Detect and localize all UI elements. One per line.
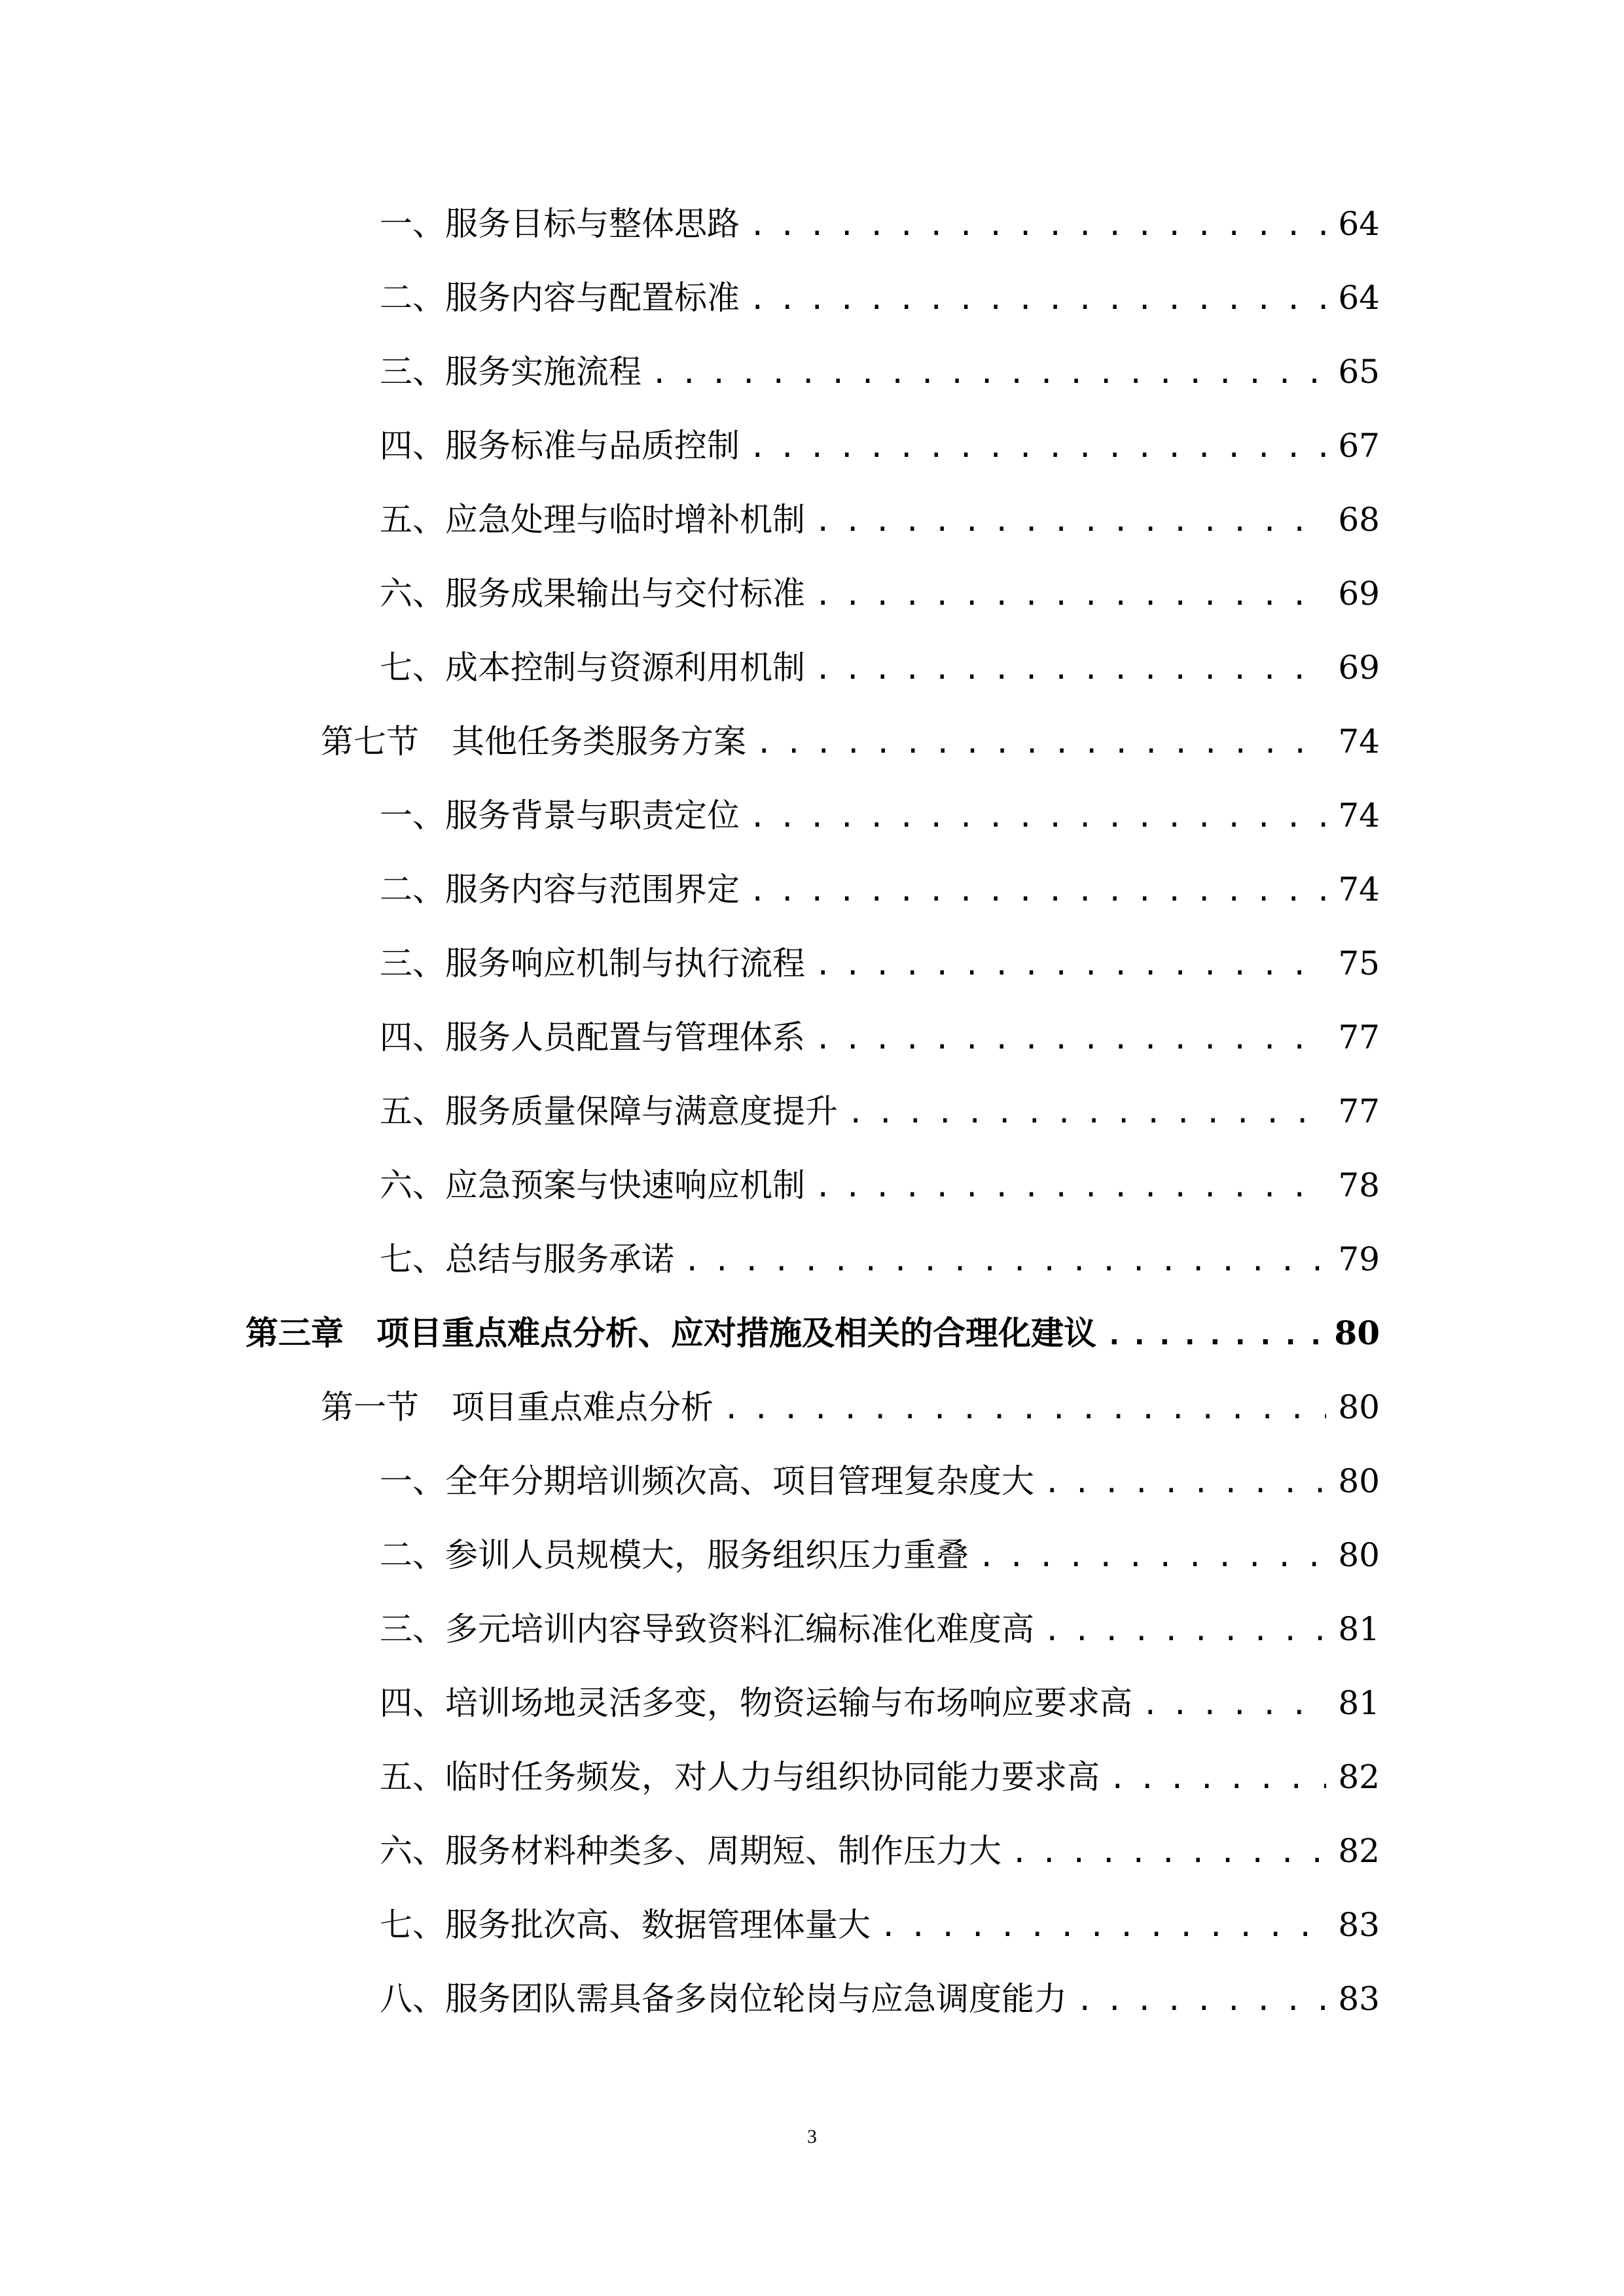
toc-leader-dots xyxy=(814,1161,1326,1213)
toc-entry-title: 三、服务实施流程 xyxy=(380,353,641,391)
toc-leader-dots xyxy=(723,1383,1326,1435)
toc-leader-dots xyxy=(749,791,1326,844)
toc-entry-page: 69 xyxy=(1338,649,1380,687)
toc-entry-page: 83 xyxy=(1338,1906,1380,1944)
toc-entry-page: 74 xyxy=(1338,723,1380,761)
toc-leader-dots xyxy=(749,422,1326,474)
toc-entry[interactable] xyxy=(380,641,1380,694)
toc-entry[interactable] xyxy=(380,863,1380,916)
toc-entry-title: 七、总结与服务承诺 xyxy=(380,1240,674,1278)
toc-entry[interactable] xyxy=(380,1899,1380,1951)
toc-entry-title: 三、服务响应机制与执行流程 xyxy=(380,944,805,982)
toc-leader-dots xyxy=(651,348,1326,400)
toc-leader-dots xyxy=(814,643,1326,696)
toc-entry[interactable] xyxy=(380,937,1380,990)
toc-entry-title: 四、服务人员配置与管理体系 xyxy=(380,1018,805,1056)
toc-entry[interactable] xyxy=(380,493,1380,546)
toc-entry-page: 69 xyxy=(1338,575,1380,613)
toc-leader-dots xyxy=(755,717,1326,770)
toc-entry-title: 第三章 项目重点难点分析、应对措施及相关的合理化建议 xyxy=(245,1314,1096,1352)
toc-entry-title: 八、服务团队需具备多岗位轮岗与应急调度能力 xyxy=(380,1980,1067,2018)
toc-entry-title: 四、培训场地灵活多变，物资运输与布场响应要求高 xyxy=(380,1684,1132,1722)
toc-entry[interactable] xyxy=(380,420,1380,472)
toc-entry[interactable] xyxy=(380,1973,1380,2025)
toc-entry-page: 74 xyxy=(1338,797,1380,834)
toc-entry-title: 五、应急处理与临时增补机制 xyxy=(380,501,805,539)
toc-leader-dots xyxy=(1106,1309,1322,1361)
toc-leader-dots xyxy=(749,200,1326,252)
toc-entry-page: 82 xyxy=(1338,1832,1380,1870)
toc-entry[interactable] xyxy=(380,1011,1380,1064)
toc-entry-page: 79 xyxy=(1338,1240,1380,1278)
toc-entry-page: 65 xyxy=(1338,353,1380,391)
toc-leader-dots xyxy=(978,1531,1326,1583)
toc-entry-title: 四、服务标准与品质控制 xyxy=(380,427,740,465)
toc-entry-title: 二、服务内容与配置标准 xyxy=(380,279,740,317)
toc-entry[interactable] xyxy=(380,346,1380,398)
toc-leader-dots xyxy=(1011,1827,1326,1879)
toc-entry[interactable] xyxy=(380,789,1380,842)
toc-leader-dots xyxy=(814,1013,1326,1066)
toc-leader-dots xyxy=(1043,1605,1326,1657)
toc-entry-page: 64 xyxy=(1338,205,1380,243)
toc-entry-title: 一、服务目标与整体思路 xyxy=(380,205,740,243)
toc-entry-page: 80 xyxy=(1334,1314,1380,1352)
toc-entry-title: 五、临时任务频发，对人力与组织协同能力要求高 xyxy=(380,1758,1100,1796)
toc-entry[interactable] xyxy=(380,1159,1380,1211)
toc-entry[interactable] xyxy=(380,1603,1380,1655)
toc-leader-dots xyxy=(814,569,1326,622)
toc-entry-page: 80 xyxy=(1338,1388,1380,1426)
toc-entry-title: 六、服务材料种类多、周期短、制作压力大 xyxy=(380,1832,1001,1870)
toc-entry[interactable] xyxy=(380,1455,1380,1507)
toc-entry-page: 82 xyxy=(1338,1758,1380,1796)
toc-entry-title: 第一节 项目重点难点分析 xyxy=(321,1388,713,1426)
toc-entry-page: 77 xyxy=(1338,1092,1380,1130)
toc-entry-title: 六、应急预案与快速响应机制 xyxy=(380,1166,805,1204)
toc-entry-title: 一、全年分期培训频次高、项目管理复杂度大 xyxy=(380,1462,1034,1500)
toc-entry-page: 68 xyxy=(1338,501,1380,539)
toc-leader-dots xyxy=(1109,1753,1326,1805)
toc-entry[interactable] xyxy=(380,1825,1380,1877)
toc-entry[interactable] xyxy=(380,1529,1380,1581)
toc-entry-page: 77 xyxy=(1338,1018,1380,1056)
toc-leader-dots xyxy=(749,274,1326,326)
toc-leader-dots xyxy=(749,865,1326,918)
toc-entry-title: 第七节 其他任务类服务方案 xyxy=(321,723,746,761)
toc-entry-title: 二、服务内容与范围界定 xyxy=(380,870,740,908)
toc-entry-title: 二、参训人员规模大，服务组织压力重叠 xyxy=(380,1536,969,1574)
toc-entry[interactable] xyxy=(380,198,1380,250)
toc-entry-chapter[interactable] xyxy=(245,1307,1380,1359)
toc-leader-dots xyxy=(814,495,1326,548)
toc-leader-dots xyxy=(1043,1457,1326,1509)
toc-leader-dots xyxy=(683,1235,1326,1287)
toc-entry-title: 一、服务背景与职责定位 xyxy=(380,797,740,834)
toc-entry[interactable] xyxy=(380,1751,1380,1803)
page-number: 3 xyxy=(807,2126,817,2147)
toc-entry[interactable] xyxy=(380,567,1380,620)
toc-entry[interactable] xyxy=(380,1085,1380,1138)
toc-entry-section[interactable] xyxy=(321,1381,1380,1433)
toc-entry-title: 七、成本控制与资源利用机制 xyxy=(380,649,805,687)
toc-entry[interactable] xyxy=(380,1677,1380,1729)
toc-leader-dots xyxy=(1142,1679,1326,1731)
toc-entry-page: 67 xyxy=(1338,427,1380,465)
toc-entry[interactable] xyxy=(380,1233,1380,1285)
toc-entry-section[interactable] xyxy=(321,715,1380,768)
toc-entry-page: 80 xyxy=(1338,1536,1380,1574)
toc-entry-title: 三、多元培训内容导致资料汇编标准化难度高 xyxy=(380,1610,1034,1648)
toc-entry-page: 74 xyxy=(1338,870,1380,908)
toc-leader-dots xyxy=(1076,1975,1326,2027)
toc-entry-page: 81 xyxy=(1338,1610,1380,1648)
toc-entry-page: 78 xyxy=(1338,1166,1380,1204)
toc-entry-page: 81 xyxy=(1338,1684,1380,1722)
toc-entry-page: 80 xyxy=(1338,1462,1380,1500)
toc-entry-page: 75 xyxy=(1338,944,1380,982)
toc-entry[interactable] xyxy=(380,272,1380,324)
toc-leader-dots xyxy=(880,1901,1326,1953)
toc-entry-page: 83 xyxy=(1338,1980,1380,2018)
toc-leader-dots xyxy=(847,1087,1326,1139)
toc-entry-title: 五、服务质量保障与满意度提升 xyxy=(380,1092,838,1130)
toc-leader-dots xyxy=(814,939,1326,992)
toc-entry-title: 六、服务成果输出与交付标准 xyxy=(380,575,805,613)
toc-entry-page: 64 xyxy=(1338,279,1380,317)
toc-entry-title: 七、服务批次高、数据管理体量大 xyxy=(380,1906,871,1944)
